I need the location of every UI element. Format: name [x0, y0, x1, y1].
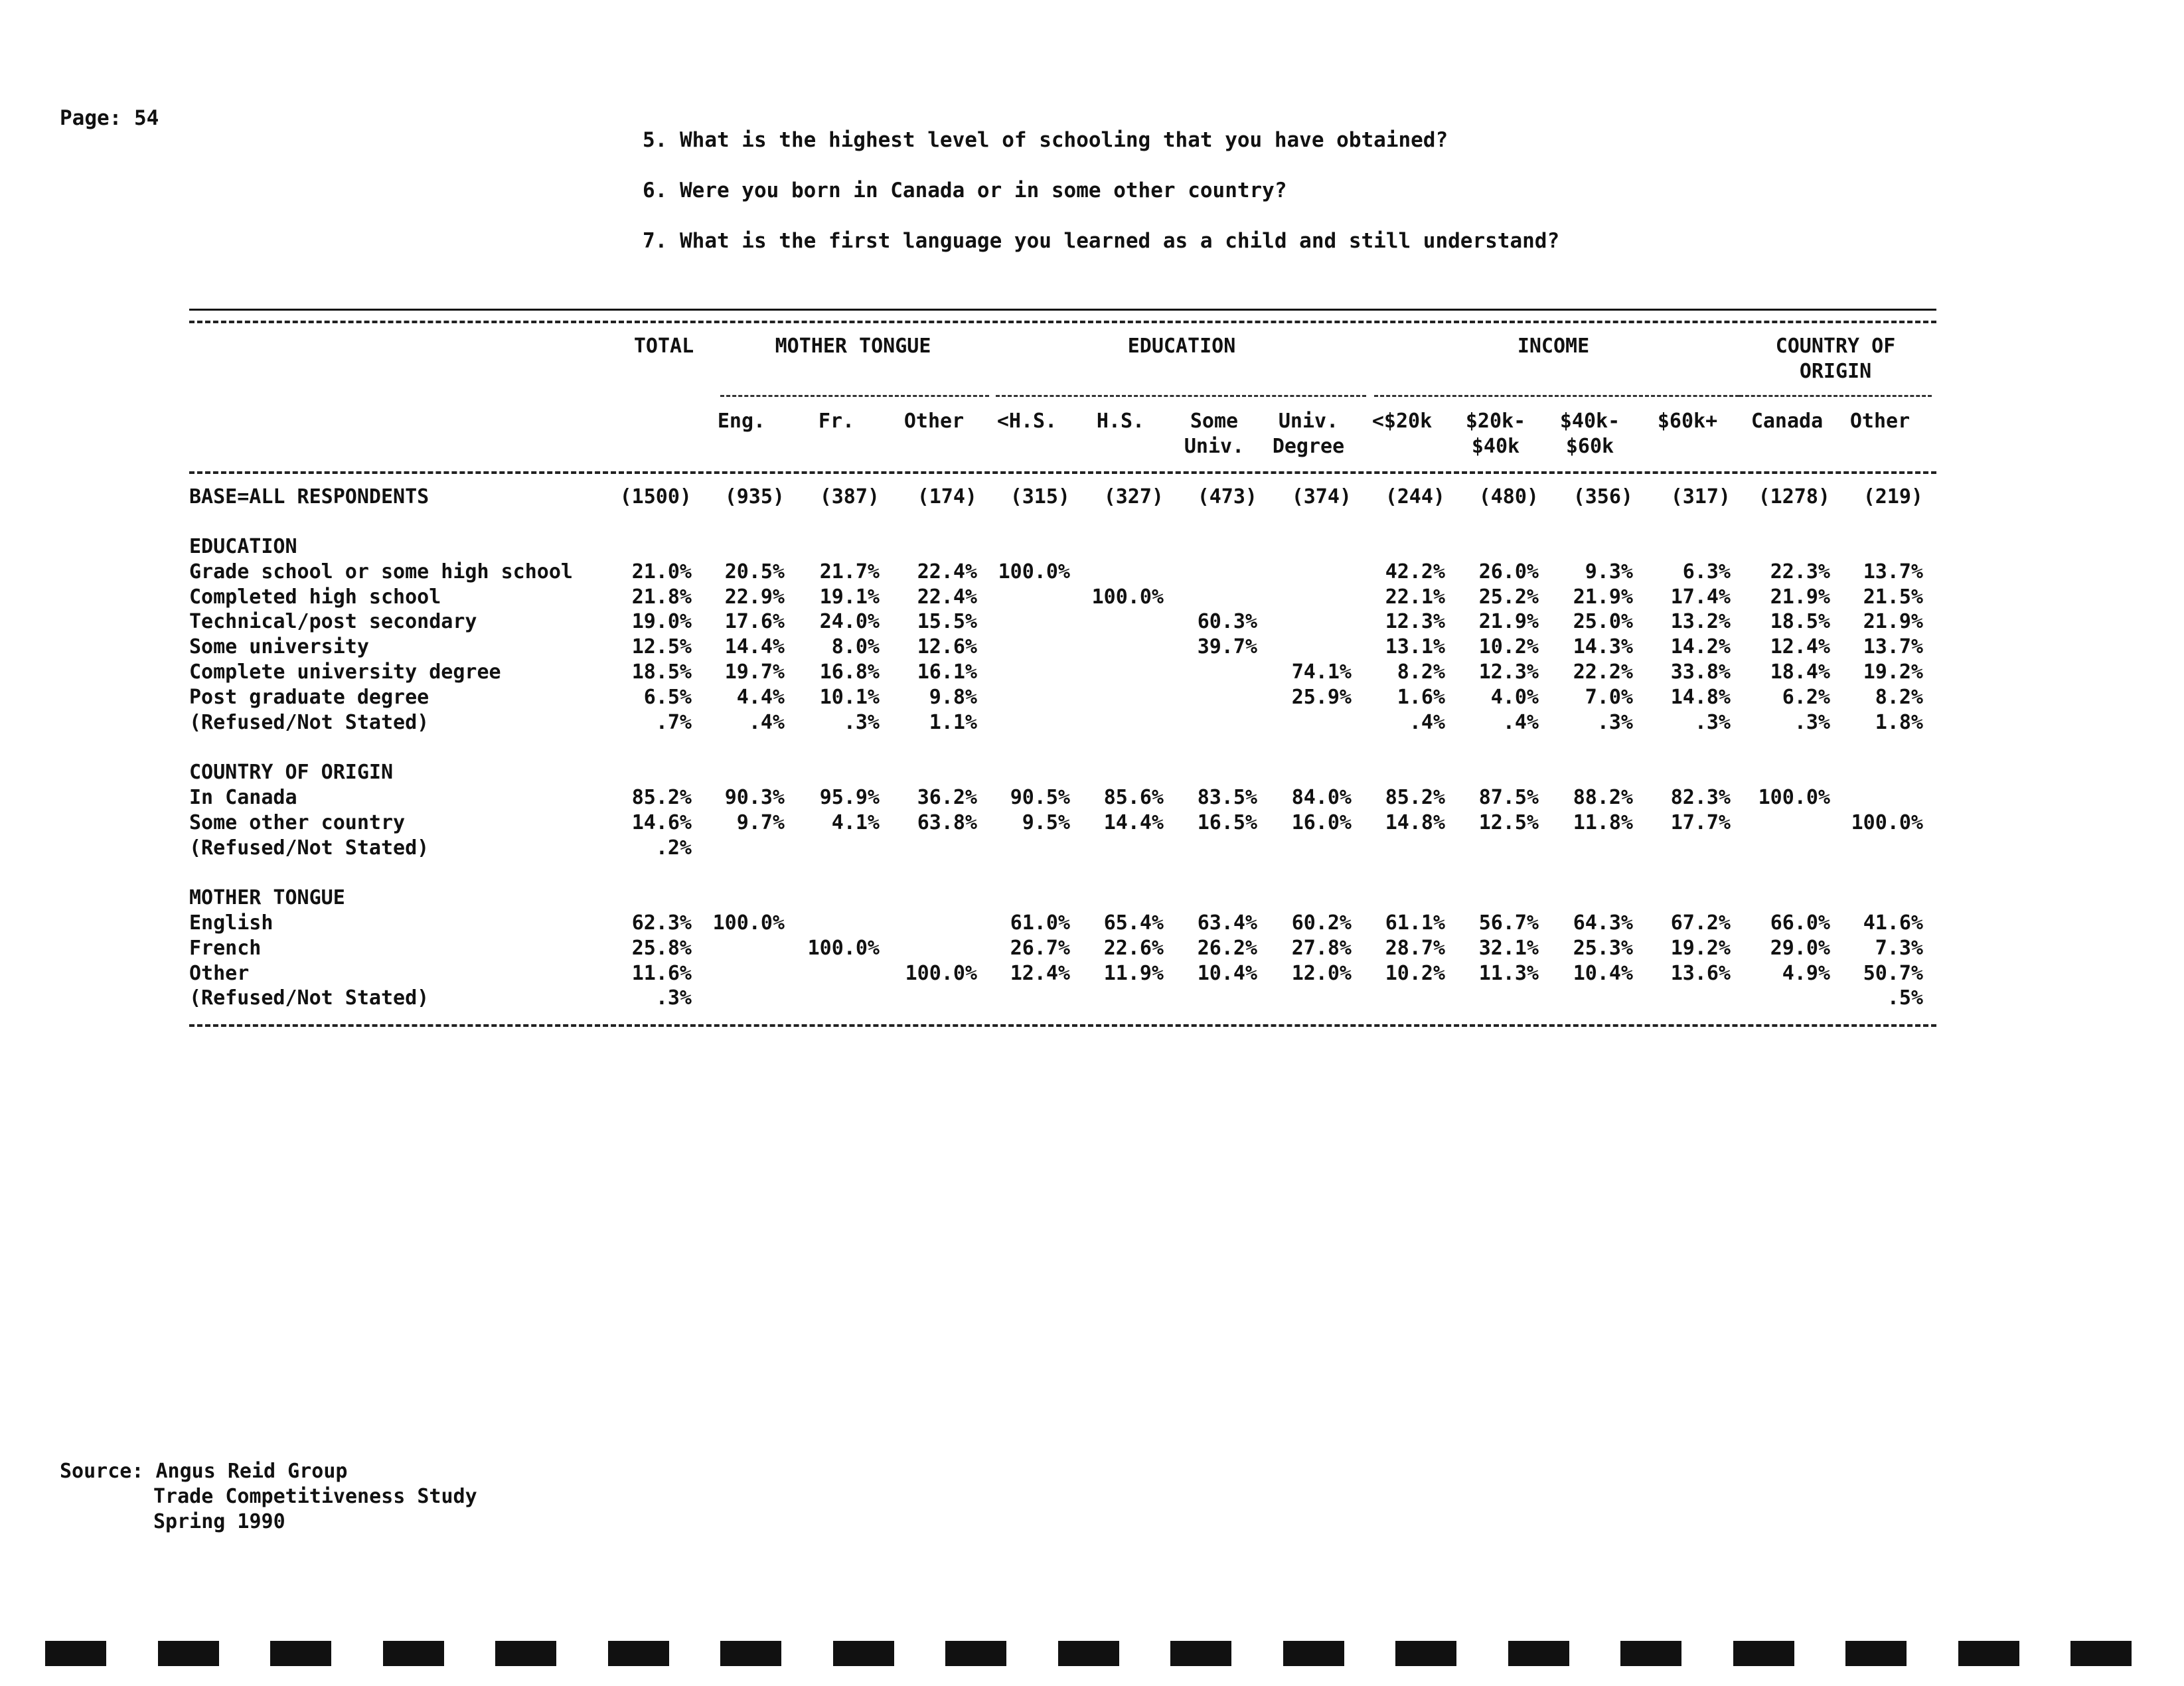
registration-block	[45, 1641, 106, 1666]
table-cell: 32.1%	[1478, 936, 1539, 960]
source-note	[60, 1459, 477, 1535]
table-cell: 10.2%	[1478, 635, 1539, 659]
table-cell: 22.4%	[917, 560, 977, 583]
table-cell: 9.8%	[929, 685, 977, 709]
table-cell: 21.9%	[1478, 610, 1539, 634]
registration-block	[158, 1641, 219, 1666]
table-cell: .3%	[1694, 710, 1731, 734]
table-cell: 1.1%	[929, 710, 977, 734]
table-cell: 17.7%	[1670, 810, 1731, 834]
table-cell: 12.5%	[631, 635, 692, 659]
table-cell: 17.6%	[724, 610, 785, 634]
table-cell: 13.2%	[1670, 610, 1731, 634]
group-header-4: INCOME	[1517, 335, 1590, 358]
table-cell: 41.6%	[1863, 911, 1923, 935]
table-cell: 22.9%	[724, 585, 785, 609]
table-cell: 14.4%	[724, 635, 785, 659]
table-cell: 60.2%	[1291, 911, 1352, 935]
registration-block	[2070, 1641, 2132, 1666]
table-cell: 6.5%	[643, 685, 692, 709]
table-cell: 10.4%	[1573, 961, 1633, 985]
registration-block	[720, 1641, 781, 1666]
table-cell: 56.7%	[1478, 911, 1539, 935]
table-cell: .2%	[655, 836, 692, 860]
column-header: $40k- $60k	[1559, 410, 1620, 458]
group-underline-3	[996, 395, 1366, 397]
column-header: Some Univ.	[1184, 410, 1245, 458]
table-cell: 14.8%	[1385, 810, 1445, 834]
table-cell: 83.5%	[1197, 786, 1257, 809]
table-cell: 9.3%	[1585, 560, 1633, 583]
table-cell: 8.2%	[1875, 685, 1923, 709]
table-cell: 6.2%	[1782, 685, 1830, 709]
table-cell: 28.7%	[1385, 936, 1445, 960]
base-value: (387)	[819, 485, 880, 508]
table-cell: 12.4%	[1770, 635, 1830, 659]
survey-questions	[643, 128, 1559, 279]
table-cell: 12.3%	[1478, 660, 1539, 684]
table-cell: .4%	[1502, 710, 1539, 734]
row-label: Some other country	[189, 810, 406, 834]
column-header: Eng.	[717, 410, 766, 433]
table-cell: 14.3%	[1573, 635, 1633, 659]
source-line-2: Trade Competitiveness Study	[153, 1485, 477, 1508]
registration-block	[1733, 1641, 1794, 1666]
column-header: Other	[1849, 410, 1911, 433]
table-cell: 16.1%	[917, 660, 977, 684]
table-cell: 19.2%	[1670, 936, 1731, 960]
table-cell: 12.5%	[1478, 810, 1539, 834]
section-title: COUNTRY OF ORIGIN	[189, 761, 394, 785]
table-cell: 62.3%	[631, 911, 692, 935]
row-label: (Refused/Not Stated)	[189, 836, 429, 860]
table-cell: 11.3%	[1478, 961, 1539, 985]
table-cell: 10.1%	[819, 685, 880, 709]
base-value: (317)	[1670, 485, 1731, 508]
table-cell: 13.6%	[1670, 961, 1731, 985]
table-cell: 19.7%	[724, 660, 785, 684]
registration-block	[833, 1641, 894, 1666]
table-cell: 63.4%	[1197, 911, 1257, 935]
table-cell: 22.2%	[1573, 660, 1633, 684]
registration-block	[608, 1641, 669, 1666]
source-line-1: Source: Angus Reid Group	[60, 1460, 348, 1483]
scan-registration-marks	[45, 1641, 2136, 1667]
table-cell: 14.8%	[1670, 685, 1731, 709]
table-cell: 82.3%	[1670, 786, 1731, 809]
column-header: $60k+	[1657, 410, 1718, 433]
base-value: (1500)	[619, 485, 692, 508]
registration-block	[1620, 1641, 1681, 1666]
group-underline-5	[1739, 395, 1932, 397]
table-cell: 11.6%	[631, 961, 692, 985]
table-cell: 26.2%	[1197, 936, 1257, 960]
table-cell: 21.9%	[1863, 610, 1923, 634]
registration-block	[1508, 1641, 1569, 1666]
table-cell: 9.7%	[736, 810, 785, 834]
table-cell: 19.2%	[1863, 660, 1923, 684]
table-cell: 12.3%	[1385, 610, 1445, 634]
group-header-5: COUNTRY OF ORIGIN	[1775, 335, 1896, 383]
table-cell: 8.0%	[831, 635, 880, 659]
column-header: <H.S.	[996, 410, 1057, 433]
table-cell: 24.0%	[819, 610, 880, 634]
table-cell: 74.1%	[1291, 660, 1352, 684]
table-cell: 21.7%	[819, 560, 880, 583]
table-cell: 22.1%	[1385, 585, 1445, 609]
table-cell: 19.1%	[819, 585, 880, 609]
base-value: (1278)	[1758, 485, 1830, 508]
group-header-1: TOTAL	[633, 335, 694, 358]
table-cell: 85.2%	[1385, 786, 1445, 809]
base-value: (219)	[1863, 485, 1923, 508]
question-5: 5. What is the highest level of schooling that you have obtained?	[643, 128, 1448, 152]
row-label: (Refused/Not Stated)	[189, 710, 429, 734]
registration-block	[1283, 1641, 1344, 1666]
row-label: Complete university degree	[189, 660, 501, 684]
table-cell: 4.9%	[1782, 961, 1830, 985]
row-label: Post graduate degree	[189, 685, 429, 709]
table-cell: 29.0%	[1770, 936, 1830, 960]
column-header: Univ. Degree	[1272, 410, 1345, 458]
column-header-rule	[189, 471, 1936, 474]
base-value: (935)	[724, 485, 785, 508]
table-cell: 88.2%	[1573, 786, 1633, 809]
table-cell: 20.5%	[724, 560, 785, 583]
table-cell: 12.0%	[1291, 961, 1352, 985]
table-bottom-rule	[189, 1024, 1936, 1027]
row-label: In Canada	[189, 786, 297, 809]
table-cell: 12.6%	[917, 635, 977, 659]
table-cell: 21.5%	[1863, 585, 1923, 609]
table-cell: 100.0%	[998, 560, 1070, 583]
table-cell: .3%	[1794, 710, 1830, 734]
registration-block	[1058, 1641, 1119, 1666]
table-cell: 39.7%	[1197, 635, 1257, 659]
row-label: English	[189, 911, 273, 935]
table-cell: 19.0%	[631, 610, 692, 634]
table-cell: 21.8%	[631, 585, 692, 609]
table-cell: 100.0%	[1091, 585, 1164, 609]
table-cell: .4%	[748, 710, 785, 734]
table-cell: .3%	[655, 986, 692, 1010]
table-cell: 11.8%	[1573, 810, 1633, 834]
table-cell: 12.4%	[1010, 961, 1070, 985]
table-cell: 4.4%	[736, 685, 785, 709]
table-cell: 100.0%	[905, 961, 977, 985]
base-value: (244)	[1385, 485, 1445, 508]
registration-block	[495, 1641, 556, 1666]
section-title: EDUCATION	[189, 535, 297, 558]
base-value: (374)	[1291, 485, 1352, 508]
table-cell: 67.2%	[1670, 911, 1731, 935]
row-label: Some university	[189, 635, 369, 659]
table-top-rule	[189, 309, 1936, 311]
registration-block	[1170, 1641, 1231, 1666]
table-cell: 13.7%	[1863, 560, 1923, 583]
table-cell: 90.5%	[1010, 786, 1070, 809]
table-cell: .4%	[1409, 710, 1445, 734]
table-cell: 21.9%	[1770, 585, 1830, 609]
table-cell: 10.2%	[1385, 961, 1445, 985]
table-cell: 100.0%	[1851, 810, 1923, 834]
table-cell: 10.4%	[1197, 961, 1257, 985]
table-cell: 100.0%	[1758, 786, 1830, 809]
table-cell: 95.9%	[819, 786, 880, 809]
table-cell: 17.4%	[1670, 585, 1731, 609]
table-cell: 25.8%	[631, 936, 692, 960]
table-cell: 42.2%	[1385, 560, 1445, 583]
registration-block	[270, 1641, 331, 1666]
base-value: (174)	[917, 485, 977, 508]
table-cell: .3%	[843, 710, 880, 734]
table-cell: 25.2%	[1478, 585, 1539, 609]
column-header: Fr.	[818, 410, 855, 433]
table-cell: 100.0%	[807, 936, 880, 960]
table-cell: 25.0%	[1573, 610, 1633, 634]
base-label: BASE=ALL RESPONDENTS	[189, 485, 429, 508]
table-cell: 15.5%	[917, 610, 977, 634]
table-cell: 61.0%	[1010, 911, 1070, 935]
table-cell: 13.7%	[1863, 635, 1923, 659]
table-cell: 100.0%	[712, 911, 785, 935]
row-label: Other	[189, 961, 250, 985]
table-cell: 1.6%	[1397, 685, 1445, 709]
table-cell: 33.8%	[1670, 660, 1731, 684]
column-header: <$20k	[1371, 410, 1433, 433]
table-cell: 4.1%	[831, 810, 880, 834]
table-cell: 16.0%	[1291, 810, 1352, 834]
group-header-2: MOTHER TONGUE	[775, 335, 931, 358]
base-value: (473)	[1197, 485, 1257, 508]
registration-block	[1845, 1641, 1907, 1666]
registration-block	[1958, 1641, 2019, 1666]
table-cell: 13.1%	[1385, 635, 1445, 659]
table-cell: 85.6%	[1103, 786, 1164, 809]
table-cell: 9.5%	[1022, 810, 1070, 834]
table-cell: 22.4%	[917, 585, 977, 609]
section-title: MOTHER TONGUE	[189, 886, 345, 910]
table-cell: 14.6%	[631, 810, 692, 834]
table-cell: 6.3%	[1682, 560, 1731, 583]
row-label: Grade school or some high school	[189, 560, 573, 583]
group-underline-4	[1374, 395, 1739, 397]
group-underline-2	[720, 395, 989, 397]
column-header: $20k- $40k	[1465, 410, 1526, 458]
table-cell: 50.7%	[1863, 961, 1923, 985]
table-cell: .5%	[1887, 986, 1923, 1010]
registration-block	[1395, 1641, 1456, 1666]
table-cell: 22.6%	[1103, 936, 1164, 960]
table-cell: 14.4%	[1103, 810, 1164, 834]
table-cell: .3%	[1597, 710, 1633, 734]
base-value: (356)	[1573, 485, 1633, 508]
column-header: H.S.	[1096, 410, 1145, 433]
row-label: Technical/post secondary	[189, 610, 477, 634]
table-cell: 1.8%	[1875, 710, 1923, 734]
table-cell: 90.3%	[724, 786, 785, 809]
row-label: (Refused/Not Stated)	[189, 986, 429, 1010]
table-cell: 14.2%	[1670, 635, 1731, 659]
table-cell: 61.1%	[1385, 911, 1445, 935]
base-value: (480)	[1478, 485, 1539, 508]
table-cell: 22.3%	[1770, 560, 1830, 583]
table-cell: 66.0%	[1770, 911, 1830, 935]
table-cell: 63.8%	[917, 810, 977, 834]
column-header: Canada	[1751, 410, 1824, 433]
table-cell: 18.5%	[631, 660, 692, 684]
group-header-3: EDUCATION	[1127, 335, 1236, 358]
table-cell: 65.4%	[1103, 911, 1164, 935]
table-cell: 26.0%	[1478, 560, 1539, 583]
table-cell: 21.9%	[1573, 585, 1633, 609]
column-header: Other	[903, 410, 965, 433]
row-label: French	[189, 936, 262, 960]
table-cell: 21.0%	[631, 560, 692, 583]
registration-block	[383, 1641, 444, 1666]
table-cell: 11.9%	[1103, 961, 1164, 985]
table-cell: 36.2%	[917, 786, 977, 809]
base-value: (327)	[1103, 485, 1164, 508]
table-cell: 7.3%	[1875, 936, 1923, 960]
table-cell: .7%	[655, 710, 692, 734]
table-cell: 7.0%	[1585, 685, 1633, 709]
registration-block	[945, 1641, 1006, 1666]
table-cell: 87.5%	[1478, 786, 1539, 809]
table-cell: 16.8%	[819, 660, 880, 684]
source-line-3: Spring 1990	[153, 1510, 285, 1533]
table-cell: 64.3%	[1573, 911, 1633, 935]
table-cell: 18.5%	[1770, 610, 1830, 634]
table-cell: 25.9%	[1291, 685, 1352, 709]
table-cell: 16.5%	[1197, 810, 1257, 834]
table-cell: 4.0%	[1490, 685, 1539, 709]
table-cell: 27.8%	[1291, 936, 1352, 960]
table-cell: 18.4%	[1770, 660, 1830, 684]
base-value: (315)	[1010, 485, 1070, 508]
table-cell: 8.2%	[1397, 660, 1445, 684]
page-number: Page: 54	[60, 106, 159, 130]
question-6: 6. Were you born in Canada or in some other country?	[643, 179, 1287, 202]
table-cell: 60.3%	[1197, 610, 1257, 634]
table-cell: 85.2%	[631, 786, 692, 809]
table-cell: 84.0%	[1291, 786, 1352, 809]
question-7: 7. What is the first language you learned as a child and still understand?	[643, 229, 1560, 253]
table-cell: 26.7%	[1010, 936, 1070, 960]
table-header-rule	[189, 321, 1936, 323]
row-label: Completed high school	[189, 585, 441, 609]
table-cell: 25.3%	[1573, 936, 1633, 960]
